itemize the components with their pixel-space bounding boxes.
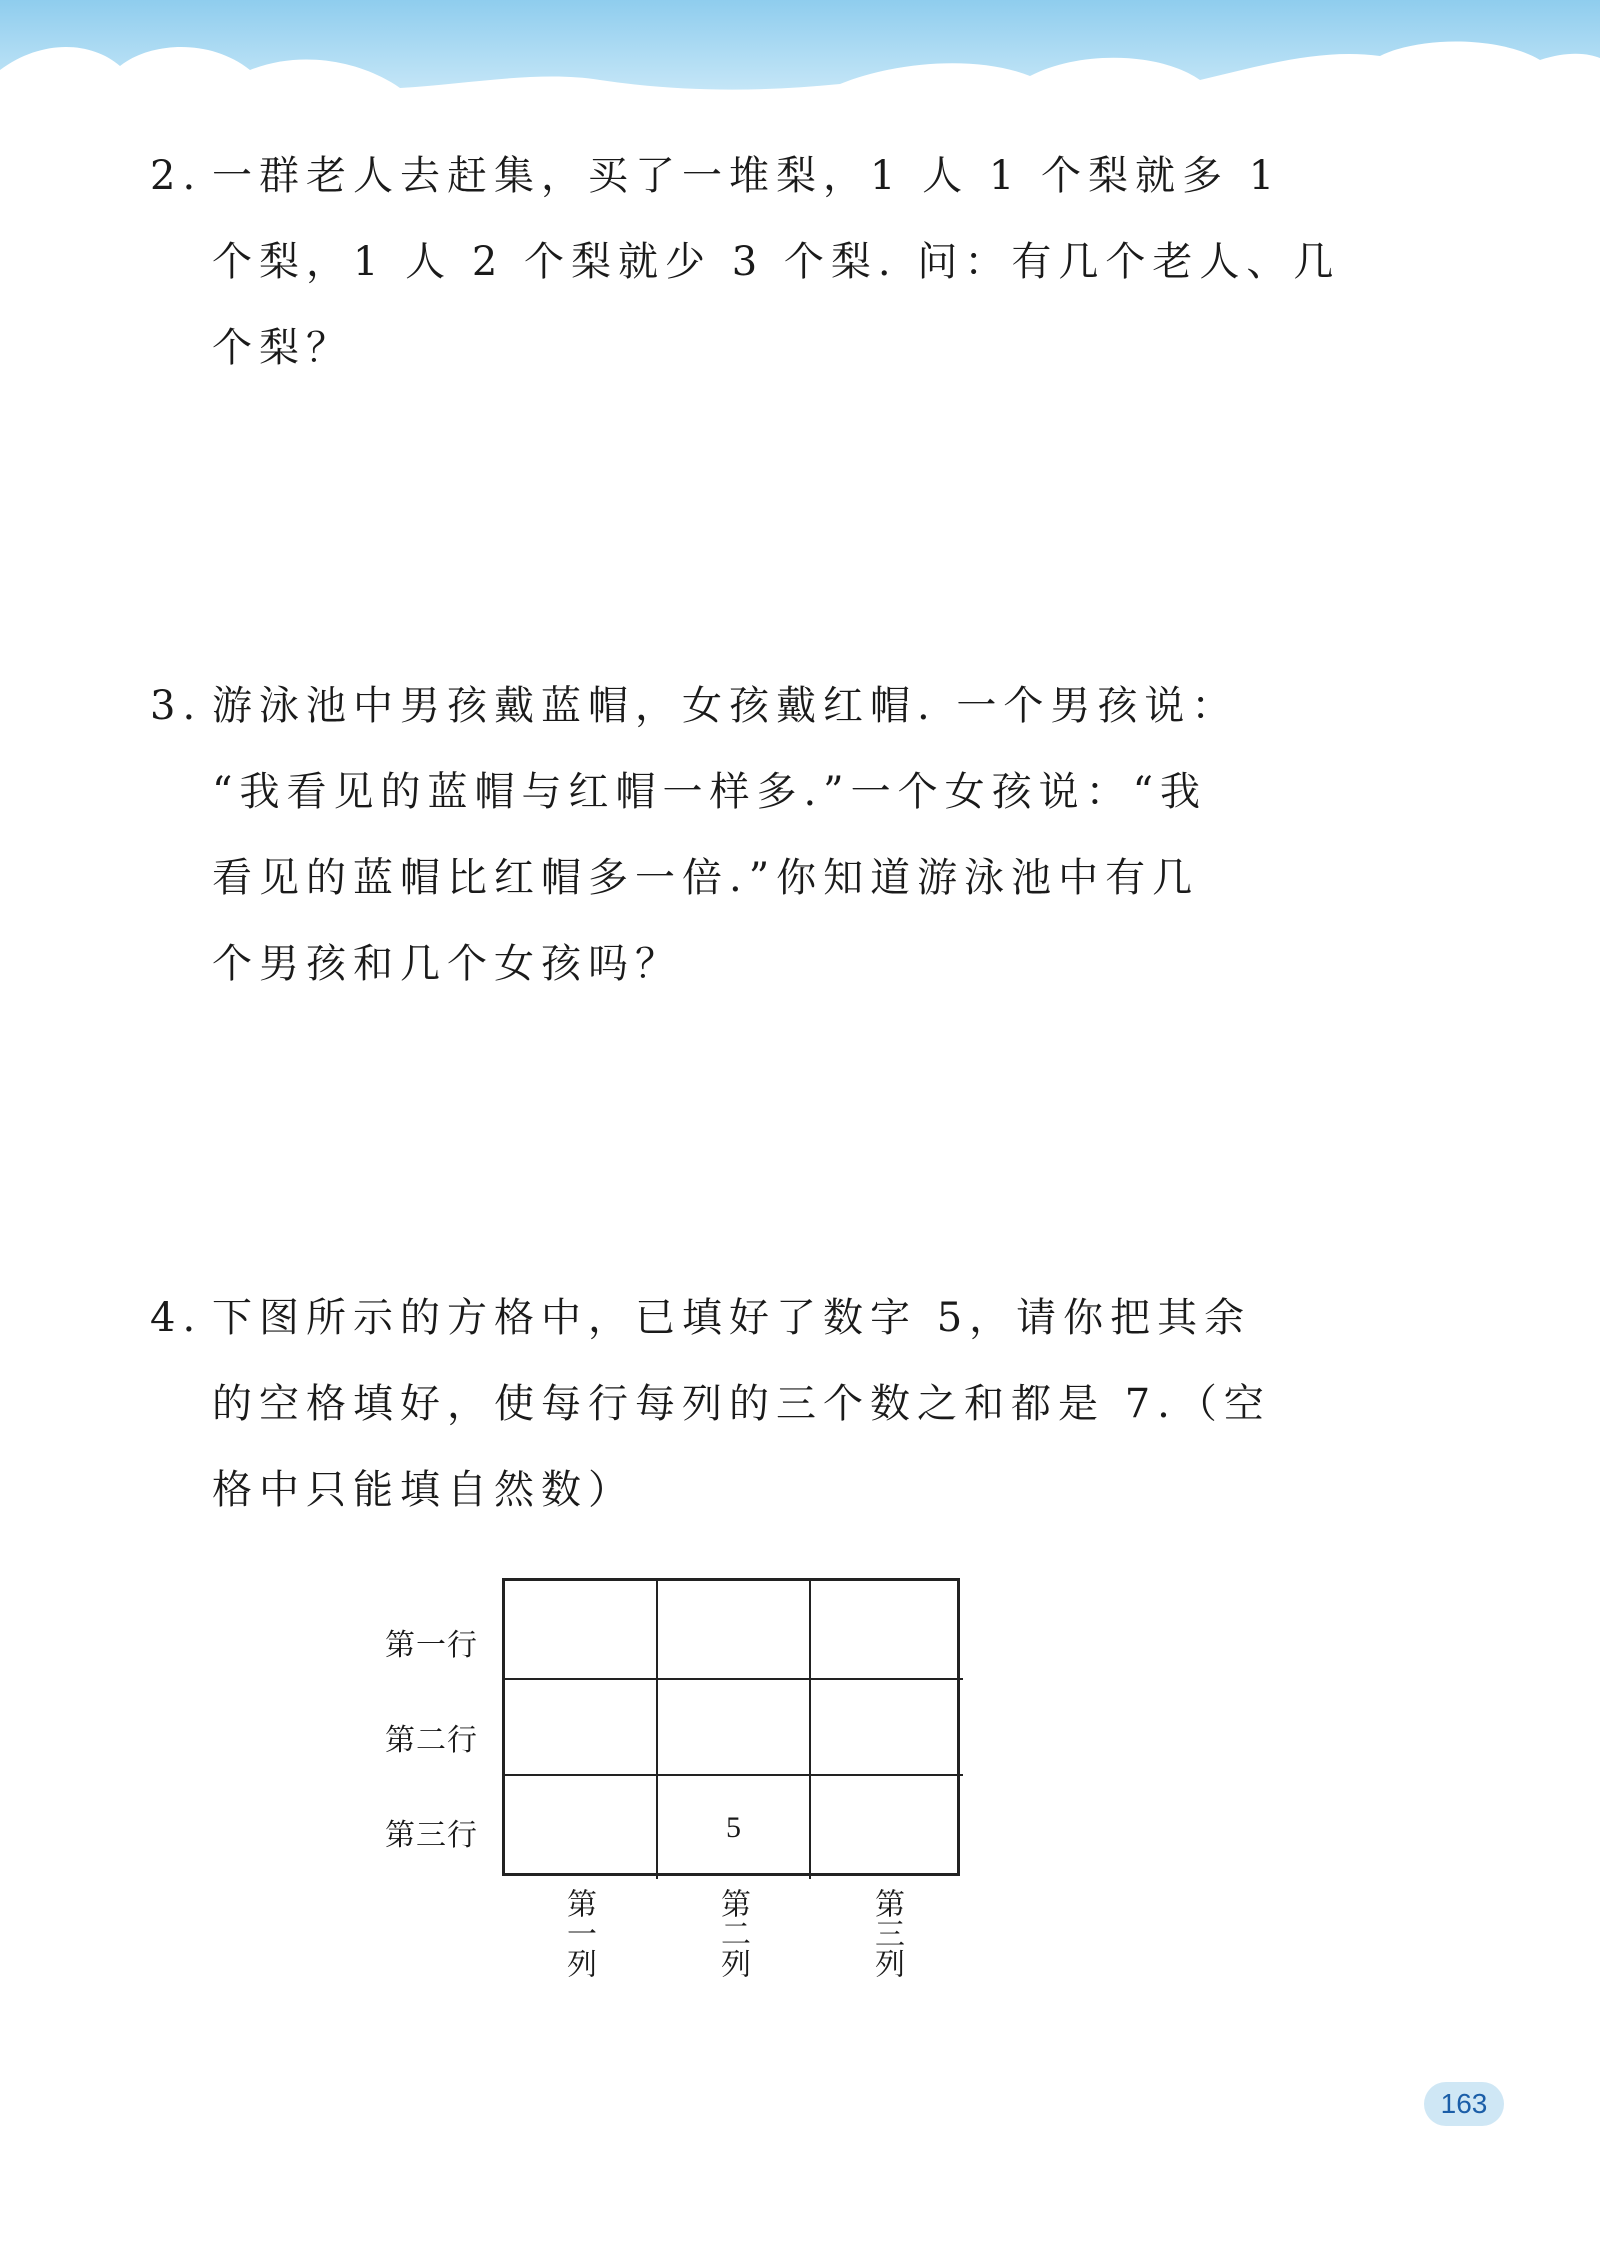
problem-number: 3. xyxy=(150,683,203,729)
grid-cell-r1-c3[interactable] xyxy=(811,1581,963,1680)
grid-cell-r2-c2[interactable] xyxy=(658,1680,811,1776)
problem-text-line: 游泳池中男孩戴蓝帽，女孩戴红帽. 一个男孩说： xyxy=(212,683,1239,729)
col-label-2: 第二列 xyxy=(715,1888,750,1978)
problem-3 xyxy=(150,663,1239,1007)
problem-text-line: 的空格填好，使每行每列的三个数之和都是 7.（空 xyxy=(212,1381,1271,1427)
grid-cell-r3-c2: 5 xyxy=(658,1776,811,1879)
problem-text-line: 看见的蓝帽比红帽多一倍.”你知道游泳池中有几 xyxy=(212,855,1200,901)
grid-cell-r3-c1[interactable] xyxy=(505,1776,658,1879)
grid-cell-r2-c3[interactable] xyxy=(811,1680,963,1776)
grid-cell-r3-c3[interactable] xyxy=(811,1776,963,1879)
problem-number: 2. xyxy=(150,153,203,199)
row-label-3: 第三行 xyxy=(385,1818,478,1853)
problem-text-line: 下图所示的方格中，已填好了数字 5，请你把其余 xyxy=(212,1295,1252,1341)
problem-text-line: 个男孩和几个女孩吗？ xyxy=(212,941,682,987)
sky-cloud-banner xyxy=(0,0,1600,120)
col-label-3: 第三列 xyxy=(869,1888,904,1978)
page-number: 163 xyxy=(1424,2082,1504,2126)
number-grid xyxy=(502,1578,960,1876)
problem-text-line: 一群老人去赶集，买了一堆梨，1 人 1 个梨就多 1 xyxy=(212,153,1282,199)
problem-text-line: 格中只能填自然数） xyxy=(212,1467,635,1513)
problem-text-line: 个梨，1 人 2 个梨就少 3 个梨. 问：有几个老人、几 xyxy=(212,239,1341,285)
problem-text-line: “我看见的蓝帽与红帽一样多.”一个女孩说：“我 xyxy=(212,769,1208,815)
col-label-1: 第一列 xyxy=(561,1888,596,1978)
grid-cell-r1-c2[interactable] xyxy=(658,1581,811,1680)
problem-2 xyxy=(150,133,1341,391)
grid-cell-r2-c1[interactable] xyxy=(505,1680,658,1776)
grid-cell-r1-c1[interactable] xyxy=(505,1581,658,1680)
problem-text-line: 个梨？ xyxy=(212,325,353,371)
problem-4 xyxy=(150,1275,1271,1533)
row-label-2: 第二行 xyxy=(385,1723,478,1758)
problem-number: 4. xyxy=(150,1295,203,1341)
row-label-1: 第一行 xyxy=(385,1628,478,1663)
